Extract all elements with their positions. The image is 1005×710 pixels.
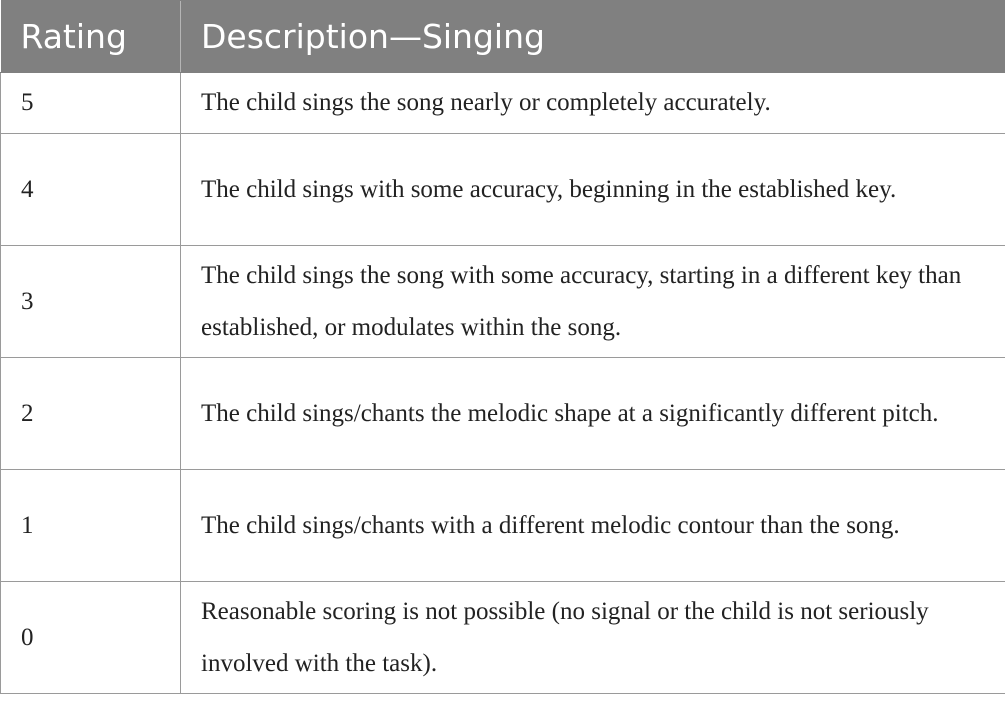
rating-cell: 4 [1, 134, 181, 246]
rating-cell: 0 [1, 582, 181, 694]
rating-cell: 2 [1, 358, 181, 470]
description-cell: The child sings with some accuracy, beginning in the established key. [181, 134, 1005, 246]
header-description: Description—Singing [181, 1, 1005, 73]
rating-cell: 3 [1, 246, 181, 358]
table-row [1, 73, 1005, 134]
table-header-row [1, 1, 1005, 73]
rating-cell: 1 [1, 470, 181, 582]
table-row [1, 582, 1005, 694]
description-cell: Reasonable scoring is not possible (no signal or the child is not seriously involved with the task). [181, 582, 1005, 694]
table-row [1, 134, 1005, 246]
description-cell: The child sings the song nearly or completely accurately. [181, 73, 1005, 134]
description-cell: The child sings the song with some accuracy, starting in a different key than established, or modulates within the song. [181, 246, 1005, 358]
description-cell: The child sings/chants the melodic shape at a significantly different pitch. [181, 358, 1005, 470]
header-rating: Rating [1, 1, 181, 73]
table-row [1, 358, 1005, 470]
table-row [1, 470, 1005, 582]
rating-cell: 5 [1, 73, 181, 134]
description-cell: The child sings/chants with a different melodic contour than the song. [181, 470, 1005, 582]
table-row [1, 246, 1005, 358]
